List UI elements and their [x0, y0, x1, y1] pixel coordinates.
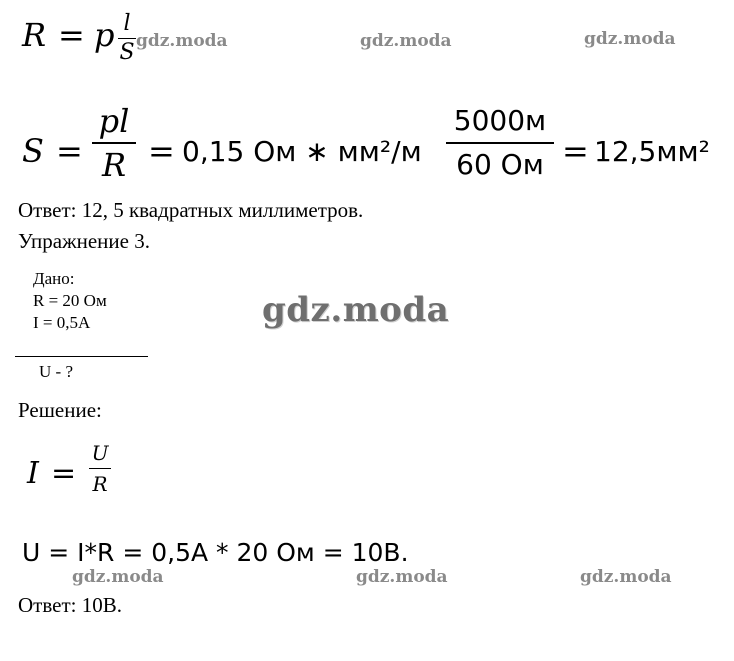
formula-equals: =	[562, 132, 589, 170]
formula-equals: =	[51, 456, 77, 491]
exercise-heading: Упражнение 3.	[18, 229, 150, 253]
answer-text: Ответ: 10В.	[18, 593, 122, 617]
watermark: gdz.moda	[356, 567, 448, 587]
fraction-denominator: R	[101, 146, 127, 184]
fraction-numerator: l	[123, 11, 131, 36]
formula-equals: =	[148, 132, 175, 170]
fraction-numerator: 5000м	[453, 104, 547, 137]
formula-voltage: U = I*R = 0,5А * 20 Ом = 10В.	[22, 538, 409, 567]
formula-equals: =	[56, 132, 83, 170]
given-find: U - ?	[39, 362, 73, 381]
formula-fraction	[118, 12, 136, 65]
formula-symbol: p	[94, 16, 115, 54]
fraction-denominator: R	[92, 472, 108, 496]
given-line: I = 0,5А	[33, 313, 91, 332]
watermark: gdz.moda	[360, 31, 452, 51]
formula-fraction	[89, 440, 111, 497]
watermark: gdz.moda	[584, 29, 676, 49]
formula-fraction	[446, 102, 554, 184]
fraction-denominator: S	[119, 40, 135, 65]
watermark: gdz.moda	[580, 567, 672, 587]
formula-fraction	[92, 102, 136, 184]
watermark: gdz.moda	[72, 567, 164, 587]
formula-equals: =	[58, 16, 85, 54]
formula-symbol: I	[27, 456, 39, 491]
formula-area	[22, 100, 732, 190]
fraction-denominator: 60 Ом	[456, 148, 544, 181]
given-title: Дано:	[33, 269, 75, 288]
given-line: R = 20 Ом	[33, 291, 107, 310]
formula-symbol: S	[22, 132, 44, 170]
formula-result: 12,5мм²	[594, 135, 710, 168]
given-divider	[15, 356, 148, 357]
formula-middle: 0,15 Ом ∗ мм²/м	[182, 135, 422, 168]
watermark: gdz.moda	[262, 290, 450, 330]
answer-text: Ответ: 12, 5 квадратных миллиметров.	[18, 198, 364, 222]
formula-symbol: R	[22, 16, 47, 54]
fraction-numerator: U	[91, 441, 109, 465]
fraction-numerator: pl	[98, 102, 130, 140]
given-block	[33, 268, 107, 334]
solution-label: Решение:	[18, 398, 102, 422]
watermark: gdz.moda	[136, 31, 228, 51]
